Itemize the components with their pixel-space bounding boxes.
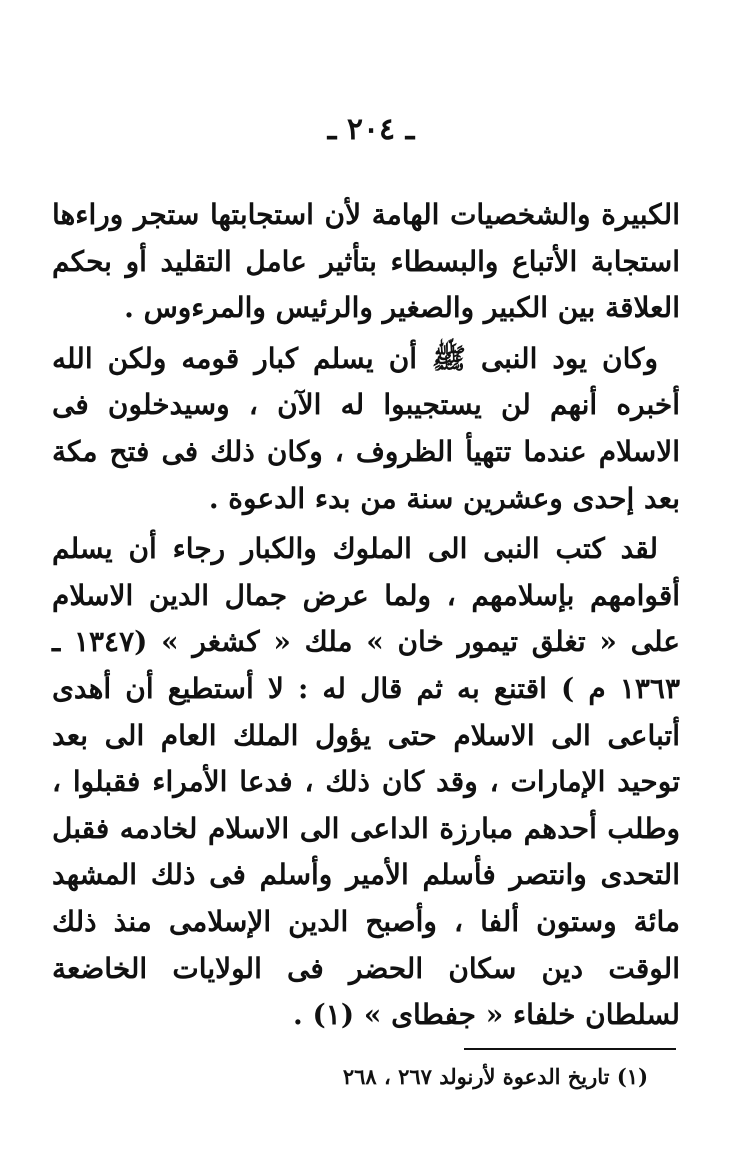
paragraph-1: الكبيرة والشخصيات الهامة لأن استجابتها ستجر وراءها استجابة الأتباع والبسطاء بتأثير عامل التقليد أو بحكم العلاقة بين الكبير والصغير والرئيس والمرءوس .: [52, 198, 680, 325]
footnote-divider: [464, 1048, 676, 1050]
paragraph-2: وكان يود النبى ﷺ أن يسلم كبار قومه ولكن الله أخبره أنهم لن يستجيبوا له الآن ، وسيدخلون فى الاسلام عندما تتهيأ الظروف ، وكان ذلك فى فتح مكة بعد إحدى وعشرين سنة من بدء الدعوة .: [52, 341, 680, 515]
body-text: [52, 192, 680, 1039]
page-number: ـ ٢٠٤ ـ: [327, 112, 415, 147]
footnote: (١) تاريخ الدعوة لأرنولد ٢٦٧ ، ٢٦٨: [342, 1064, 648, 1089]
paragraph-3: لقد كتب النبى الى الملوك والكبار رجاء أن يسلم أقوامهم بإسلامهم ، ولما عرض جمال الدين الاسلام على « تغلق تيمور خان » ملك « كشغر » (١٣٤٧ ـ ١٣٦٣ م ) اقتنع به ثم قال له : لا أستطيع أن أهدى أتباعى الى الاسلام حتى يؤول الملك العام الى بعد توحيد الإمارات ، وقد كان ذلك ، فدعا الأمراء فقبلوا ، وطلب أحدهم مبارزة الداعى الى الاسلام لخادمه فقبل التحدى وانتصر فأسلم الأمير وأسلم فى ذلك المشهد مائة وستون ألفا ، وأصبح الدين الإسلامى منذ ذلك الوقت دين سكان الحضر فى الولايات الخاضعة لسلطان خلفاء « جفطاى » (١) .: [52, 532, 680, 1032]
